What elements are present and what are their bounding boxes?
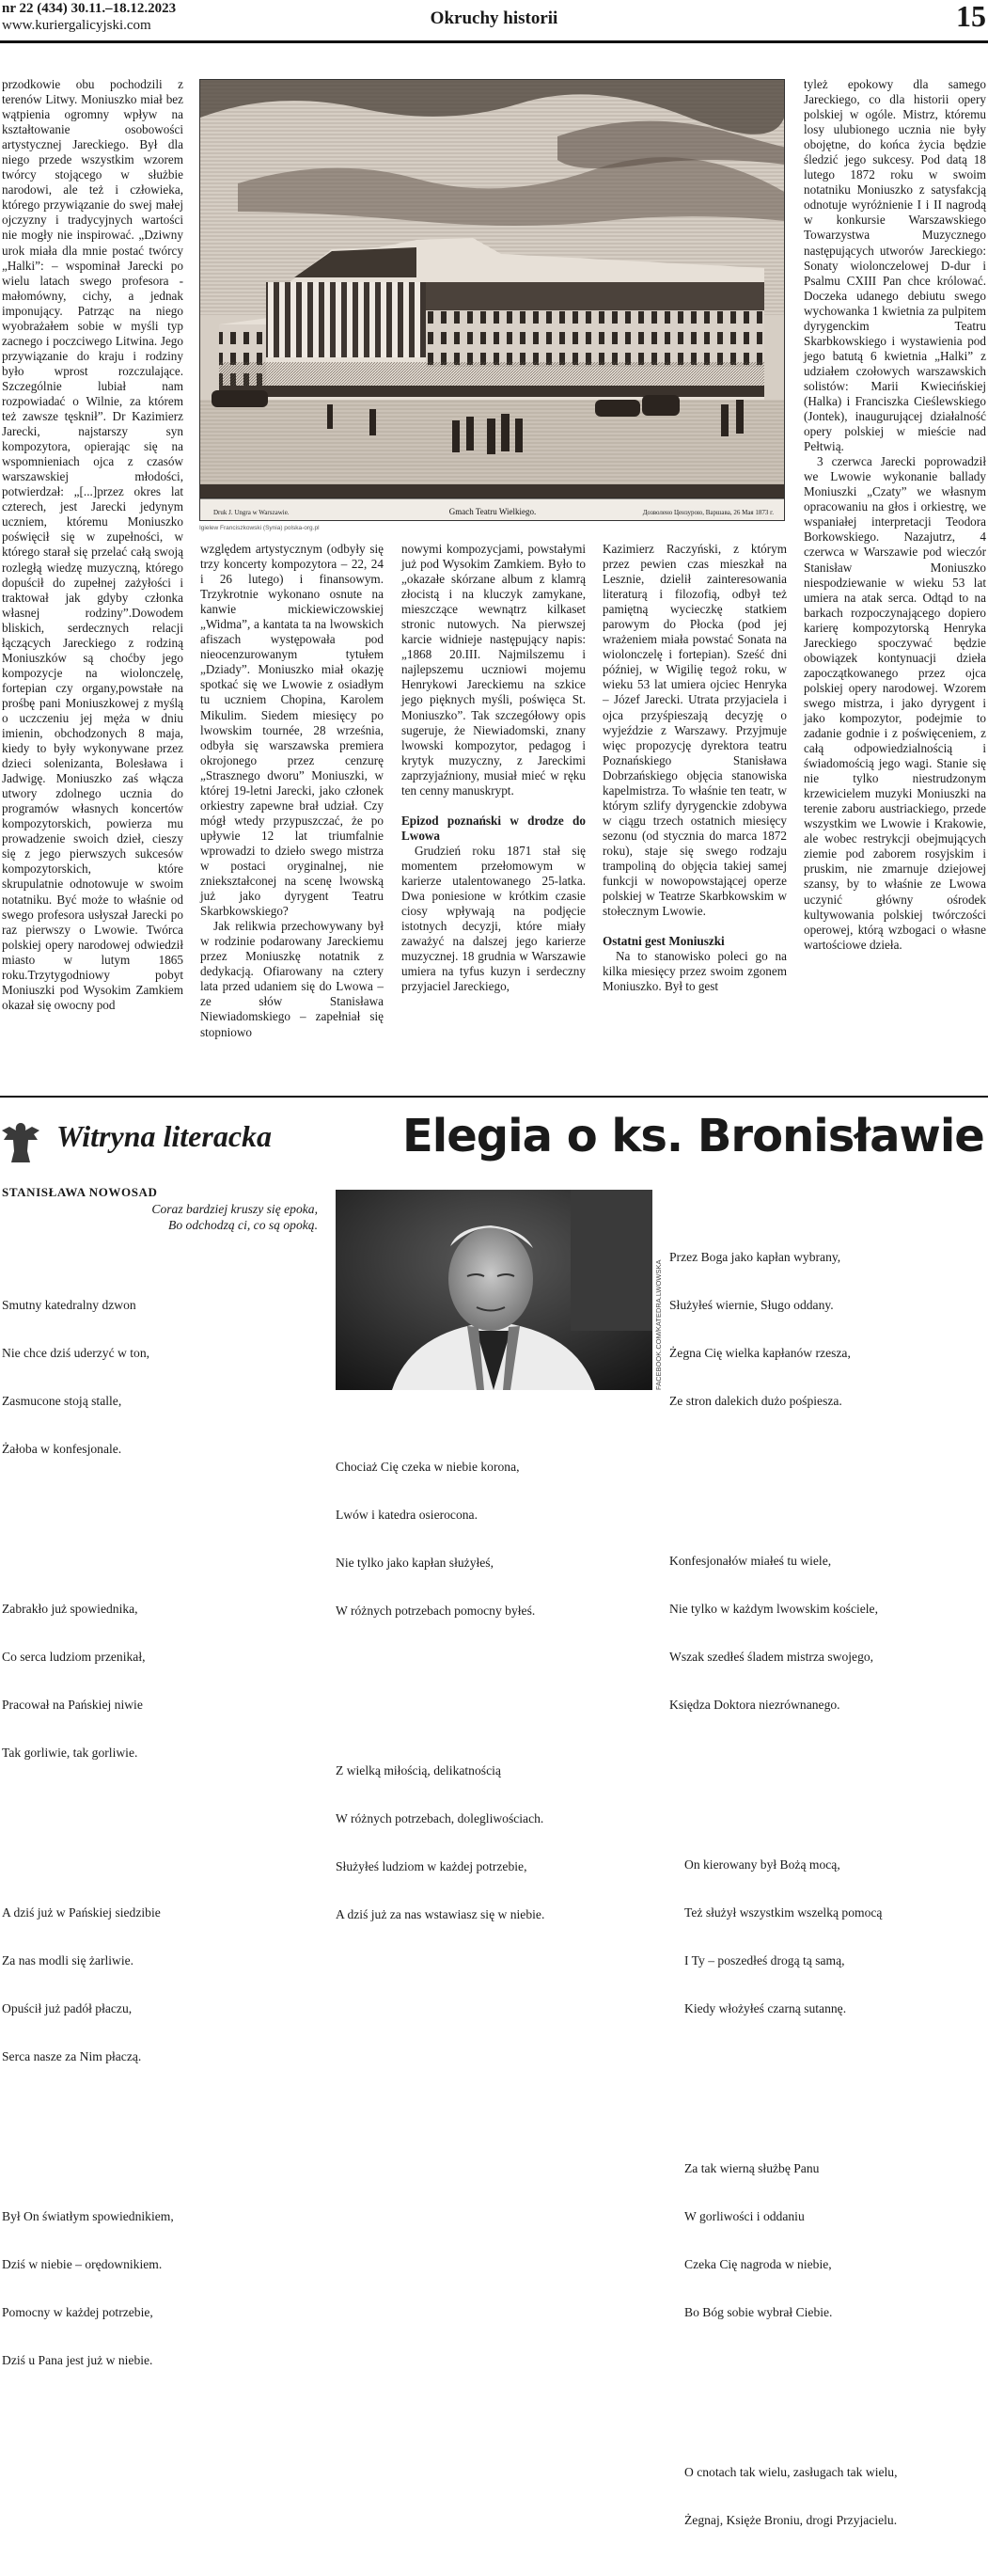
stanza xyxy=(2,1569,174,1793)
verse-line: Żałoba w konfesjonale. xyxy=(2,1442,122,1456)
portrait-credit: FACEBOOK.COM/KATEDRA.LWOWSKA xyxy=(654,1259,663,1390)
poem-author: STANISŁAWA NOWOSAD xyxy=(2,1185,158,1199)
motto-line: Bo odchodzą ci, co są opoką. xyxy=(168,1218,318,1232)
article-paragraph: względem artystycznym (odbyły się trzy koncerty kompozytora – 22, 24 i 26 lutego) i finansowym. Trzykrotnie wykonano osnute na kanwie mickiewiczowskiej „Widma”, a kantata ta na lwowskich afiszach występowała pod nieocenzurowanym tytułem „Dziady”. Moniuszko miał okazję spotkać się we Lwowie z osiadłym tu uczniem Chopina, Karolem Mikulim. Siedem miesięcy po lwowskim tournée, 28 września, odbyła się warszawska premiera okrojonego przez cenzurę „Strasznego dworu” Moniuszki, w której 19-letni Jarecki, jako członek orkiestry zapewne brał udział. Czy mógł wtedy przypuszczać, że po upływie 12 lat triumfalnie wprowadzi to dzieło swego mistrza w postaci oryginalnej, nie zniekształconej na scenę lwowską już jako dyrygent Teatru Skarbkowskiego? xyxy=(200,542,384,919)
engraving-caption: Gmach Teatru Wielkiego. xyxy=(448,507,537,516)
verse-line: W różnych potrzebach pomocny byłeś. xyxy=(336,1604,536,1618)
verse-line: W różnych potrzebach, dolegliwościach. xyxy=(336,1811,544,1825)
stanza xyxy=(336,1427,544,1651)
poem-motto xyxy=(0,1201,318,1233)
verse-line: Chociaż Cię czeka w niebie korona, xyxy=(336,1460,520,1474)
verse-line: Za nas modli się żarliwie. xyxy=(2,1953,134,1968)
section-label: Witryna literacka xyxy=(56,1119,273,1153)
section-title: Okruchy historii xyxy=(430,8,558,28)
engraving-printer-label: Druk J. Ungra w Warszawie. xyxy=(213,509,290,516)
verse-line: Nie chce dziś uderzyć w ton, xyxy=(2,1346,150,1360)
stanza xyxy=(669,2128,897,2352)
stanza xyxy=(336,1731,544,1954)
verse-line: Był On światłym spowiednikiem, xyxy=(2,2209,174,2223)
verse-line: Nie tylko jako kapłan służyłeś, xyxy=(336,1556,494,1570)
article-paragraph: 3 czerwca Jarecki poprowadził we Lwowie wykonanie ballady Moniuszki „Czaty” we własnym opracowaniu na głos i orkiestrę, we wspaniałej interpretacji Teodora Borkowskiego. Nazajutrz, 4 czerwca w Warszawie pod wieczór Stanisław Moniuszko niespodziewanie w wieku 53 lat umiera na atak serca. Odtąd to na barkach rozpoczynającego dopiero karierę kompozytorską Henryka Jareckiego spoczywać będzie obowiązek kontynuacji dzieła zapoczątkowanego przez ojca polskiej opery narodowej. Wzorem swego mistrza, i jako dyrygent i jako kompozytor, podejmie to zadanie godnie i z poświęceniem, z całą odpowiedzialnością i świadomością jego wagi. Stanie się nie tylko niestrudzonym krzewicielem muzyki Moniuszki na terenie zaboru austriackiego, przede wszystkim we Lwowie i Krakowie, ale wobec restrykcji obejmujących ziemie pod zaborem rosyjskim i pruskim, nie zmarnuje dziejowej szansy, by to właśnie ze Lwowa uczynić główny ośrodek kultywowania polskiej twórczości operowej, którą wzbogaci o własne wartościowe dzieła. xyxy=(804,454,986,952)
angel-statue-icon xyxy=(0,1119,41,1164)
verse-line: Też służył wszystkim wszelką pomocą xyxy=(684,1905,883,1920)
verse-line: Księdza Doktora niezrównanego. xyxy=(669,1698,840,1712)
verse-line: Smutny katedralny dzwon xyxy=(2,1298,136,1312)
verse-line: Konfesjonałów miałeś tu wiele, xyxy=(669,1554,832,1568)
stanza xyxy=(669,1217,897,1441)
article-paragraph: Kazimierz Raczyński, z którym przez pewien czas mieszkał na Lesznie, dzielił zainteresowania literaturą i filozofią, odbył też pamiętną wycieczkę statkiem parowym do Płocka (pod jej wrażeniem miała powstać Sonata na wiolonczelę i fortepian). Sześć dni później, w Wigilię tegoż roku, w wieku 53 lat umiera ojciec Henryka – Józef Jarecki. Utrata przyjaciela i ojca przyśpieszają decyzję o wyjeździe z Warszawy. Przyjmuje więc propozycję dyrektora teatru Poznańskiego Stanisława Dobrzańskiego objęcia stanowiska kapelmistrza. To właśnie ten teatr, w którym szlify dyrygenckie zdobywa w ciągu trzech ostatnich miesięcy sezonu (od stycznia do marca 1872 roku), staje się swego rodzaju trampoliną do objęcia takiej samej funkcji w nowopowstającej operze polskiej w Teatrze Skarbkowskim w stołecznym Lwowie. xyxy=(603,542,787,919)
header-rule xyxy=(0,40,988,43)
verse-line: Z wielką miłością, delikatnością xyxy=(336,1763,501,1778)
verse-line: Służyłeś wiernie, Sługo oddany. xyxy=(669,1298,834,1312)
verse-line: On kierowany był Bożą mocą, xyxy=(684,1857,840,1872)
verse-line: W gorliwości i oddaniu xyxy=(684,2209,805,2223)
article-paragraph: nowymi kompozycjami, powstałymi już pod Wysokim Zamkiem. Było to „okazałe skórzane album z klamrą złocistą i na kluczyk zamykane, mieszczące wewnątrz kilkaset stronic nutowych. Na pierwszej karcie widnieje następujący napis: „1868 20.III. Najmilszemu i najlepszemu uczniowi mojemu Henrykowi Jareckiemu na szkice jego pięknych myśli, poświęca St. Moniuszko”. Tak szczegółowy opis sugeruje, że Niewiadomski, znany lwowski kompozytor, pedagog i krytyk muzyczny, z Jareckimi zaprzyjaźniony, musiał mieć w ręku ten cenny manuskrypt. xyxy=(401,542,586,798)
verse-line: Żegna Cię wielka kapłanów rzesza, xyxy=(669,1346,851,1360)
subheading-poznan: Epizod poznański w drodze do Lwowa xyxy=(401,813,586,843)
subheading-ostatni-gest: Ostatni gest Moniuszki xyxy=(603,934,725,949)
verse-line: Przez Boga jako kapłan wybrany, xyxy=(669,1250,841,1264)
stanza xyxy=(2,1873,174,2096)
engraving-censor-label: Дозволено Цензурою, Варшава, 26 Мая 1873 г. xyxy=(642,509,774,516)
verse-line: Kiedy włożyłeś czarną sutannę. xyxy=(684,2001,847,2015)
article-column-1 xyxy=(2,77,183,1013)
page-number: 15 xyxy=(956,0,986,33)
stanza xyxy=(669,2432,897,2560)
motto-line: Coraz bardziej kruszy się epoka, xyxy=(151,1202,318,1216)
verse-line: Za tak wierną służbę Panu xyxy=(684,2161,820,2175)
verse-line: Serca nasze za Nim płaczą. xyxy=(2,2049,142,2063)
verse-line: Wszak szedłeś śladem mistrza swojego, xyxy=(669,1650,874,1664)
verse-line: Czeka Cię nagroda w niebie, xyxy=(684,2257,832,2271)
poem-column-right xyxy=(669,1185,897,2576)
article-column-5 xyxy=(804,77,986,953)
stanza xyxy=(669,1521,897,1745)
stanza xyxy=(669,1825,897,2048)
section-divider xyxy=(0,1096,988,1098)
verse-line: Dziś u Pana jest już w niebie. xyxy=(2,2353,153,2367)
verse-line: Żegnaj, Księże Broniu, drogi Przyjacielu. xyxy=(684,2513,898,2527)
verse-line: Tak gorliwie, tak gorliwie. xyxy=(2,1746,138,1760)
article-paragraph: przodkowie obu pochodzili z terenów Litwy. Moniuszko miał bez wątpienia ogromny wpływ na kształtowanie osobowości artystycznej Jareckiego. Był dla niego przede wszystkim wzorem twórcy stojącego w służbie narodowi, ale też i człowieka, którego przywiązanie do swej małej ojczyzny i tradycyjnych wartości nie mogły nie inspirować. „Dziwny urok miała dla mnie postać twórcy „Halki”: – wspominał Jarecki po wielu latach swego profesora - małomówny, cichy, a jednak imponujący. Patrząc na niego wyobrażałem sobie w myśli typ zacnego i poczciwego Litwina. Jego przywiązanie do kraju i rodziny było wprost rozczulające. Szczególnie lubiał nam rozpowiadać o Wilnie, za którem też zawsze tęsknił”. Dr Kazimierz Jarecki, najstarszy syn kompozytora, opierając się na wspomnieniach ojca z czasów warszawskiej młodości, potwierdzał: „[...]przez okres lat czterech, jest Jarecki jedynym uczniem, któremu Moniuszko poświęcił się w zupełności, w którego starał się przelać całą swoją rozległą wiedzę muzyczną, którego dopuścił do zupełnej zażyłości i traktował jak gdyby członka własnej rodziny”.Dowodem bliskich, serdecznych relacji łączących Jareckiego z rodziną Moniuszków są choćby jego kompozycje na wiolonczelę, fortepian czy organy,powstałe na prośbę pani Moniuszkowej z myślą o uczczeniu jej męża w dniu imienin, obchodzonych 8 maja, kiedy to były wykonywane przez dzieci solenizanta, Bolesława i Jadwigę. Moniuszko zaś włącza utwory zdolnego ucznia do programów własnych koncertów kompozytorskich, powierza mu prowadzenie swoich dzieł, cieszy się z jego pierwszych sukcesów kompozytorskich, które skrupulatnie odnotowuje w swoim notatniku. Być może to właśnie od swego profesora usłyszał Jarecki po raz pierwszy o Lwowie. Twórca polskiej opery narodowej odwiedził miasto w lutym 1865 roku.Trzytygodniowy pobyt Moniuszki pod Wysokim Zamkiem okazał się owocny pod xyxy=(2,77,183,1012)
verse-line: Pracował na Pańskiej niwie xyxy=(2,1698,143,1712)
verse-line: Pomocny w każdej potrzebie, xyxy=(2,2305,153,2319)
site-url[interactable]: www.kuriergalicyjski.com xyxy=(2,18,151,33)
article-paragraph: tyleż epokowy dla samego Jareckiego, co dla historii opery polskiej w ogóle. Mistrz, któremu losy ulubionego ucznia nie były obojętne, do końca życia będzie śledzić jego sukcesy. Pod datą 18 lutego 1872 roku w swoim notatniku Moniuszko z satysfakcją odnotuje wyróżnienie I i II nagrodą w konkursie Warszawskiego Towarzystwa Muzycznego następujących utworów Jareckiego: Sonaty wiolonczelowej D-dur i Psalmu CXIII Pan chce królować. Doczeka udanego debiutu swego wychowanka 1 kwietnia za pulpitem dyrygenckim Teatru Skarbkowskiego i wystawienia pod jego batutą 6 kwietnia „Halki” z udziałem czołowych warszawskich solistów: Marii Kwiecińskiej (Halka) i Franciszka Cieślewskiego (Jontek), inaugurującej działalność opery polskiej w mieście nad Pełtwią. xyxy=(804,77,986,454)
verse-line: Zabrakło już spowiednika, xyxy=(2,1602,138,1616)
verse-line: A dziś już za nas wstawiasz się w niebie. xyxy=(336,1907,545,1921)
verse-line: Dziś w niebie – orędownikiem. xyxy=(2,2257,163,2271)
verse-line: A dziś już w Pańskiej siedzibie xyxy=(2,1905,161,1920)
article-paragraph: Grudzień roku 1871 stał się momentem przełomowym w karierze utalentowanego 25-latka. Dwa poniesione w krótkim czasie ciosy wpływają na podjęcie istotnych decyzji, które miały zaważyć na dalszej jego karierze muzycznej. 18 grudnia w Warszawie umiera na tyfus kuzyn i serdeczny przyjaciel Jareckiego, xyxy=(401,843,586,994)
poem-title: Elegia o ks. Bronisławie xyxy=(402,1110,984,1162)
verse-line: Bo Bóg sobie wybrał Ciebie. xyxy=(684,2305,833,2319)
verse-line: Lwów i katedra osierocona. xyxy=(336,1508,478,1522)
stanza xyxy=(2,2176,174,2400)
priest-portrait-photo xyxy=(336,1190,652,1390)
article-paragraph: Jak relikwia przechowywany był w rodzinie podarowany Jareckiemu przez Moniuszkę notatnik z dedykacją. Ofiarowany na cztery lata przed udaniem się do Lwowa – ze słów Stanisława Niewiadomskiego – zapełniał się stopniowo xyxy=(200,919,384,1039)
stanza xyxy=(2,1265,174,1489)
issue-info: nr 22 (434) 30.11.–18.12.2023 xyxy=(2,1,177,16)
engraving-drawing xyxy=(200,80,785,521)
article-paragraph: Na to stanowisko poleci go na kilka miesięcy przez swoim zgonem Moniuszko. Był to gest xyxy=(603,949,787,994)
verse-line: Opuścił już padół płaczu, xyxy=(2,2001,133,2015)
verse-line: I Ty – poszedłeś drogą tą samą, xyxy=(684,1953,845,1968)
teatr-wielki-engraving xyxy=(199,79,785,521)
verse-line: Co serca ludziom przenikał, xyxy=(2,1650,146,1664)
verse-line: O cnotach tak wielu, zasługach tak wielu, xyxy=(684,2465,898,2479)
engraving-credit: Igielew Franciszkowski (Synia) polska-org.pl xyxy=(199,525,320,531)
verse-line: Zasmucone stoją stalle, xyxy=(2,1394,122,1408)
article-column-4 xyxy=(603,542,787,994)
article-column-2 xyxy=(200,542,384,1040)
verse-line: Nie tylko w każdym lwowskim kościele, xyxy=(669,1602,878,1616)
poem-column-middle xyxy=(336,1395,544,1970)
portrait-drawing xyxy=(336,1190,652,1390)
verse-line: Ze stron dalekich dużo pośpiesza. xyxy=(669,1394,842,1408)
verse-line: Służyłeś ludziom w każdej potrzebie, xyxy=(336,1859,527,1873)
poem-column-left xyxy=(2,1233,174,2416)
article-column-3 xyxy=(401,542,586,994)
